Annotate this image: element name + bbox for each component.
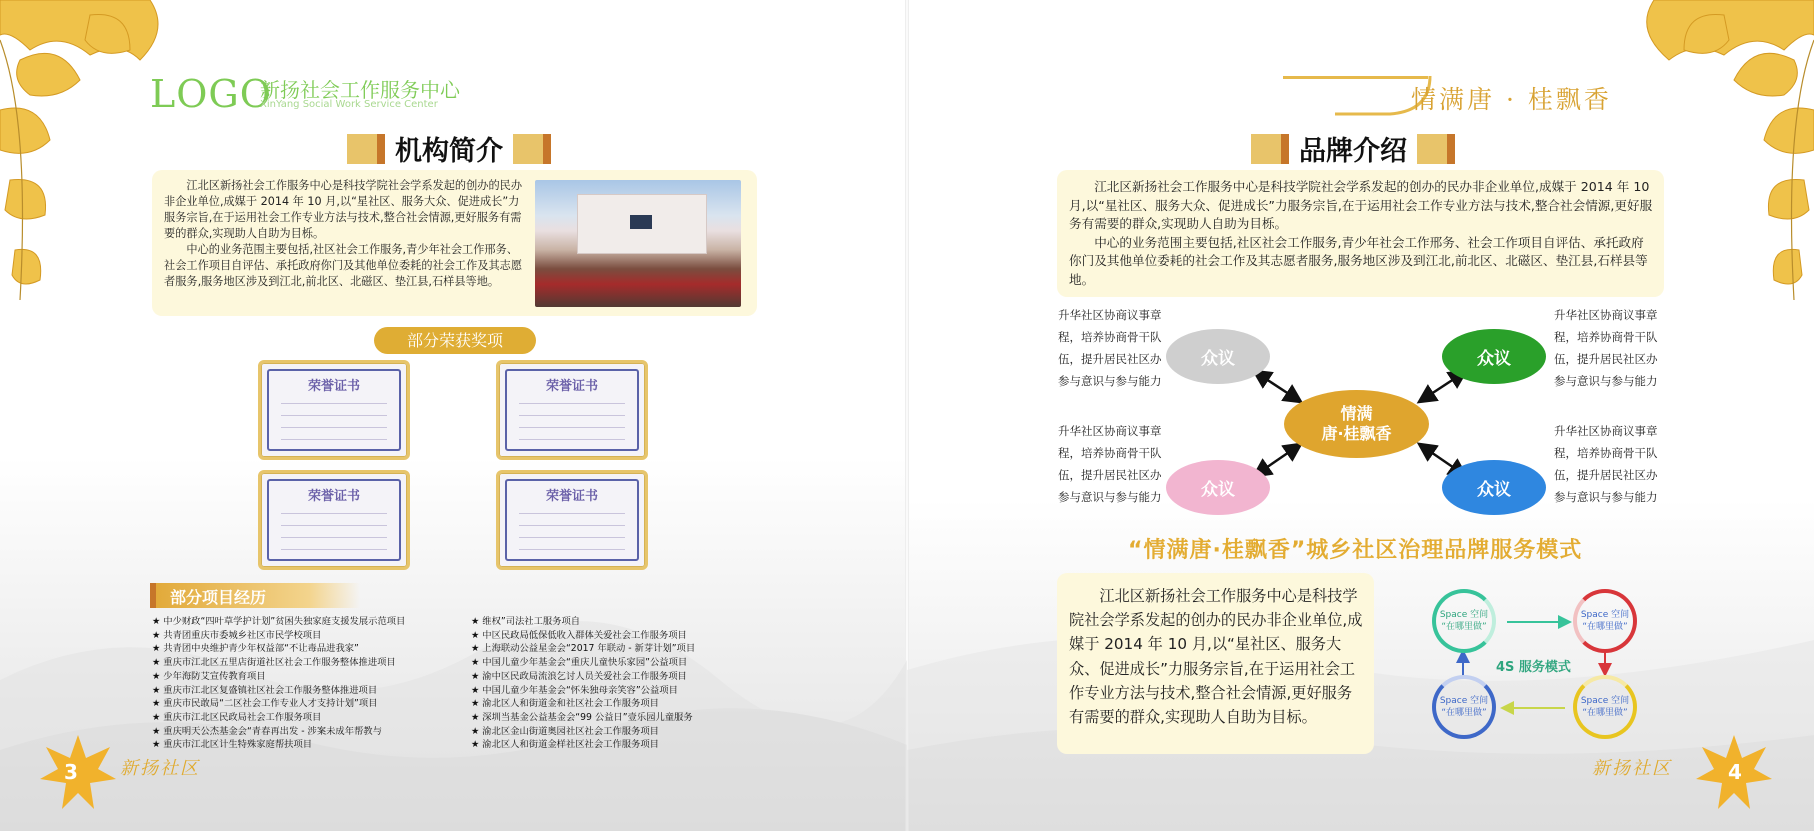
footer-script-right: 新扬社区 — [1592, 758, 1672, 779]
list-item: ★ 中国儿童少年基金会“重庆儿童快乐家园”公益项目 — [471, 657, 688, 669]
list-item: ★ 深圳当基金公益基金会“99 公益日”壹乐园儿童服务 — [471, 711, 693, 723]
section-title-intro — [347, 129, 551, 168]
section-title-brand — [1251, 129, 1455, 168]
intro-text — [164, 178, 526, 290]
logo-mark: LOGO — [150, 72, 272, 116]
list-item: ★ 中少财政“四叶草学护计划”贫困失独家庭支援发展示范项目 — [152, 616, 406, 627]
side-text-bottom-right: 升华社区协商议事章程，培养协商骨干队伍，提升居民社区办参与意识与参与能力 — [1554, 424, 1658, 504]
awards-title: 部分荣获奖项 — [374, 327, 536, 354]
list-item: ★ 共青团中央维护青少年权益部“不让毒品进我家” — [152, 643, 359, 655]
center-line-1: 情满 — [1340, 404, 1373, 423]
cycle-ring-3-label: Space 空间 “在哪里做” — [1439, 696, 1489, 718]
cert-title: 荣誉证书 — [545, 489, 598, 504]
node-bottom-left: 众议 — [1166, 460, 1270, 515]
brand-paragraph-2: 中心的业务范围主要包括,社区社会工作服务,青少年社会工作邢务、社会工作项目自评估、承托政府你门及其他单位委耗的社会工作及其志愿者服务,服务地区涉及到江北,前北区、北磁区、垫江县,石样县等地。 — [1069, 234, 1648, 287]
list-item: ★ 渝北区人和街道金样社区社会工作服务项目 — [471, 739, 659, 751]
title-bar-left — [347, 134, 385, 164]
cycle-ring-4-label: Space 空间 “在哪里做” — [1580, 696, 1630, 718]
list-item: ★ 渝北区人和街道金和社区社会工作服务项目 — [471, 698, 659, 710]
list-item: ★ 上海联动公益星金会“2017 年联动 - 新芽计划”项目 — [471, 643, 696, 655]
maple-leaf-icon — [38, 733, 118, 813]
model-text: 江北区新扬社会工作服务中心是科技学院社会学系发起的创办的民办非企业单位,成媒于 2014 年 10 月,以“星社区、服务大众、促进成长”力服务宗旨,在于运用社会工作专业方法与技术,整合社会情源,更好服务有需要的群众,实现助人自助为目标。 — [1069, 587, 1363, 727]
cert-title: 荣誉证书 — [307, 379, 360, 394]
model-title: “情满唐·桂飘香”城乡社区治理品牌服务模式 — [1128, 538, 1583, 563]
projects-title: 部分项目经历 — [170, 588, 267, 607]
intro-paragraph-2: 中心的业务范围主要包括,社区社会工作服务,青少年社会工作邢务、社会工作项目自评估、承托政府你门及其他单位委耗的社会工作及其志愿者服务,服务地区涉及到江北,前北区、北磁区、垫江县,石样县等地。 — [164, 243, 523, 288]
cert-title: 荣誉证书 — [545, 379, 598, 394]
cycle-label: 4S 服务模式 — [1496, 660, 1571, 675]
cert-title: 荣誉证书 — [307, 489, 360, 504]
certificate-image — [258, 470, 410, 570]
list-item: ★ 重庆市民敢局“二区社会工作专业人才支持计划”项目 — [152, 698, 378, 710]
page-number-right: 4 — [1728, 760, 1742, 784]
list-item: ★ 渝中区民政局流浪乞讨人员关爱社会工作服务项目 — [471, 670, 687, 682]
node-top-left: 众议 — [1166, 329, 1270, 384]
footer-script-left: 新扬社区 — [120, 758, 200, 779]
brand-tagline: 情满唐 · 桂飘香 — [1411, 85, 1612, 114]
section-title-text: 品牌介绍 — [1299, 136, 1407, 167]
list-item: ★ 中区民政局低保低收入群体关爱社会工作服务项目 — [471, 629, 687, 641]
cycle-ring-1-label: Space 空间 “在哪里做” — [1439, 610, 1489, 632]
projects-heading — [150, 583, 360, 608]
title-bar-right — [1417, 134, 1455, 164]
side-text-top-right: 升华社区协商议事章程，培养协商骨干队伍，提升居民社区办参与意识与参与能力 — [1554, 308, 1658, 388]
event-photo — [535, 180, 741, 307]
intro-paragraph-1: 江北区新扬社会工作服务中心是科技学院社会学系发起的创办的民办非企业单位,成媒于 2014 年 10 月,以“星社区、服务大众、促进成长”力服务宗旨,在于运用社会工作专业方法与技术,整合社会情源,更好服务有需要的群众,实现助人自助为目栎。 — [164, 179, 523, 240]
list-item: ★ 重庆明天公杰基金会“青春再出发 - 涉案未成年帮教与 — [152, 725, 382, 737]
org-name-en: XinYang Social Work Service Center — [260, 99, 438, 110]
side-text-top-left: 升华社区协商议事章程，培养协商骨干队伍，提升居民社区办参与意识与参与能力 — [1058, 308, 1162, 388]
list-item: ★ 共青团重庆市委城乡社区市民学校项目 — [152, 629, 322, 641]
certificate-image — [496, 470, 648, 570]
page-number-left: 3 — [64, 760, 78, 784]
cycle-ring-2-label: Space 空间 “在哪里做” — [1580, 610, 1630, 632]
brand-paragraph-1: 江北区新扬社会工作服务中心是科技学院社会学系发起的创办的民办非企业单位,成媒于 2014 年 10 月,以“星社区、服务大众、促进成长”力服务宗旨,在于运用社会工作专业方法与技术,整合社会情源,更好服务有需要的群众,实现助人自助为目栎。 — [1069, 179, 1653, 231]
certificate-image — [258, 360, 410, 460]
org-name-cn: 新扬社会工作服务中心 — [260, 78, 460, 102]
node-center — [1284, 390, 1429, 458]
list-item: ★ 少年海防艾宣传教育项目 — [152, 670, 266, 682]
side-text-bottom-left: 升华社区协商议事章程，培养协商骨干队伍，提升居民社区办参与意识与参与能力 — [1058, 424, 1162, 504]
list-item: ★ 中国儿童少年基金会“怀朱独母亲笑容”公益项目 — [471, 684, 678, 696]
projects-list-col1 — [152, 615, 462, 752]
list-item: ★ 重庆市江北区民政局社会工作服务项目 — [152, 711, 322, 723]
projects-list-col2 — [471, 615, 771, 752]
brand-intro-text — [1069, 178, 1654, 289]
list-item: ★ 重庆市江北区五里店街道社区社会工作服务整体推进项目 — [152, 657, 396, 669]
list-item: ★ 渝北区金山街道奥园社区社会工作服务项目 — [471, 725, 659, 737]
list-item: ★ 维权”司法社工服务项自 — [471, 616, 581, 627]
node-bottom-right: 众议 — [1442, 460, 1546, 515]
node-top-right: 众议 — [1442, 329, 1546, 384]
center-line-2: 唐·桂飘香 — [1321, 424, 1392, 443]
title-bar-left — [1251, 134, 1289, 164]
list-item: ★ 重庆市江北区复盛镇社区社会工作服务整体推进项目 — [152, 684, 378, 696]
list-item: ★ 重庆市江北区计生特殊家庭帮扶项目 — [152, 739, 313, 751]
title-bar-right — [513, 134, 551, 164]
certificate-image — [496, 360, 648, 460]
section-title-text: 机构简介 — [395, 136, 503, 167]
